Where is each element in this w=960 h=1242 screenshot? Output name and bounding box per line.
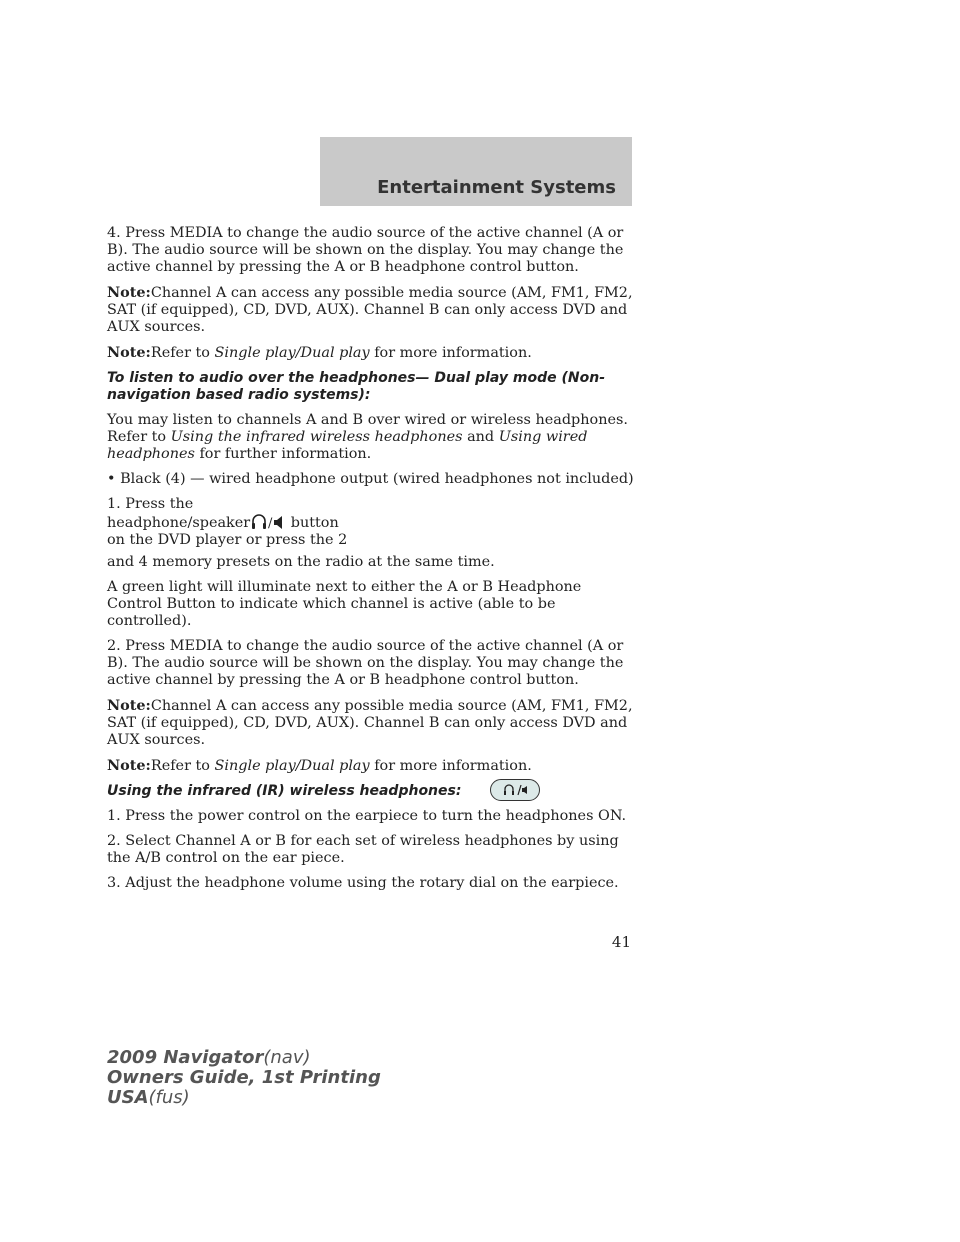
note-label: Note:	[107, 757, 151, 774]
paragraph-text: and	[462, 429, 499, 445]
footer-code: (fus)	[148, 1087, 190, 1108]
note	[107, 344, 637, 362]
cross-reference: Using the infrared wireless headphones	[170, 429, 463, 445]
section-title: Entertainment Systems	[377, 177, 616, 198]
section-heading: To listen to audio over the headphones— Dual play mode (Non-navigation based radio systems):	[107, 370, 606, 403]
step-line-text: button	[286, 515, 339, 531]
step-1-text	[107, 496, 377, 549]
note-text: Refer to	[150, 345, 215, 361]
note	[107, 697, 637, 749]
footer-market: USA	[107, 1087, 149, 1108]
note-text: Channel A can access any possible media source (AM, FM1, FM2, SAT (if equipped), CD, DVD, AUX). Channel B can only access DVD and AUX sources.	[107, 285, 633, 335]
note	[107, 757, 637, 775]
note-label: Note:	[107, 284, 151, 301]
note	[107, 284, 637, 336]
paragraph: 2. Press MEDIA to change the audio source of the active channel (A or B). The audio source will be shown on the display. You may change the active channel by pressing the A or B headphone control button.	[107, 638, 624, 688]
note-text: Refer to	[150, 758, 215, 774]
footer-model: 2009 Navigator	[107, 1047, 264, 1068]
step: 2. Select Channel A or B for each set of wireless headphones by using the A/B control on the ear piece.	[107, 833, 619, 866]
section-heading: Using the infrared (IR) wireless headphones:	[107, 783, 462, 799]
step: 1. Press the power control on the earpiece to turn the headphones ON.	[107, 808, 627, 824]
note-text: for more information.	[369, 345, 532, 361]
footer-line	[107, 1068, 381, 1088]
page-number: 41	[611, 933, 631, 951]
footer-edition: Owners Guide, 1st Printing	[107, 1067, 381, 1088]
paragraph-text: You may listen to channels A and B over wired or wireless headphones. Refer to	[107, 412, 628, 445]
paragraph: A green light will illuminate next to either the A or B Headphone Control Button to indicate which channel is active (able to be controlled).	[107, 579, 582, 629]
slash-separator: /	[268, 516, 273, 531]
step-line	[107, 513, 377, 532]
headphone-icon	[252, 515, 266, 529]
footer-code: (nav)	[263, 1047, 311, 1068]
page-content	[107, 225, 637, 900]
button-icon-svg	[491, 780, 539, 800]
bullet-item: • Black (4) — wired headphone output (wired headphones not included)	[107, 471, 634, 487]
paragraph-text: for further information.	[194, 446, 372, 462]
step-1	[107, 496, 637, 563]
step-line: and 4 memory presets on the radio at the same time.	[107, 554, 495, 570]
cross-reference: Single play/Dual play	[214, 758, 370, 774]
paragraph	[107, 412, 637, 463]
paragraph: 4. Press MEDIA to change the audio source of the active channel (A or B). The audio source will be shown on the display. You may change the active channel by pressing the A or B headphone control button.	[107, 225, 624, 275]
footer-line	[107, 1048, 381, 1068]
note-text: for more information.	[369, 758, 532, 774]
step-line-text: headphone/speaker	[107, 515, 251, 531]
cross-reference: Using wired headphones	[107, 429, 588, 462]
headphone-speaker-svg	[250, 513, 286, 531]
step-line: 1. Press the	[107, 496, 194, 512]
cross-reference: Single play/Dual play	[214, 345, 370, 361]
headphone-speaker-icons	[250, 513, 286, 531]
step-line: on the DVD player or press the 2	[107, 532, 348, 548]
note-text: Channel A can access any possible media source (AM, FM1, FM2, SAT (if equipped), CD, DVD, AUX). Channel B can only access DVD and AUX sources.	[107, 698, 633, 748]
note-label: Note:	[107, 697, 151, 714]
bullet-text: Black (4) — wired headphone output (wired headphones not included)	[120, 471, 634, 487]
footer-line	[107, 1088, 381, 1108]
footer	[107, 1048, 381, 1108]
headphone-speaker-button-graphic	[490, 779, 540, 801]
step: 3. Adjust the headphone volume using the rotary dial on the earpiece.	[107, 875, 619, 891]
note-label: Note:	[107, 344, 151, 361]
speaker-icon	[274, 516, 282, 529]
